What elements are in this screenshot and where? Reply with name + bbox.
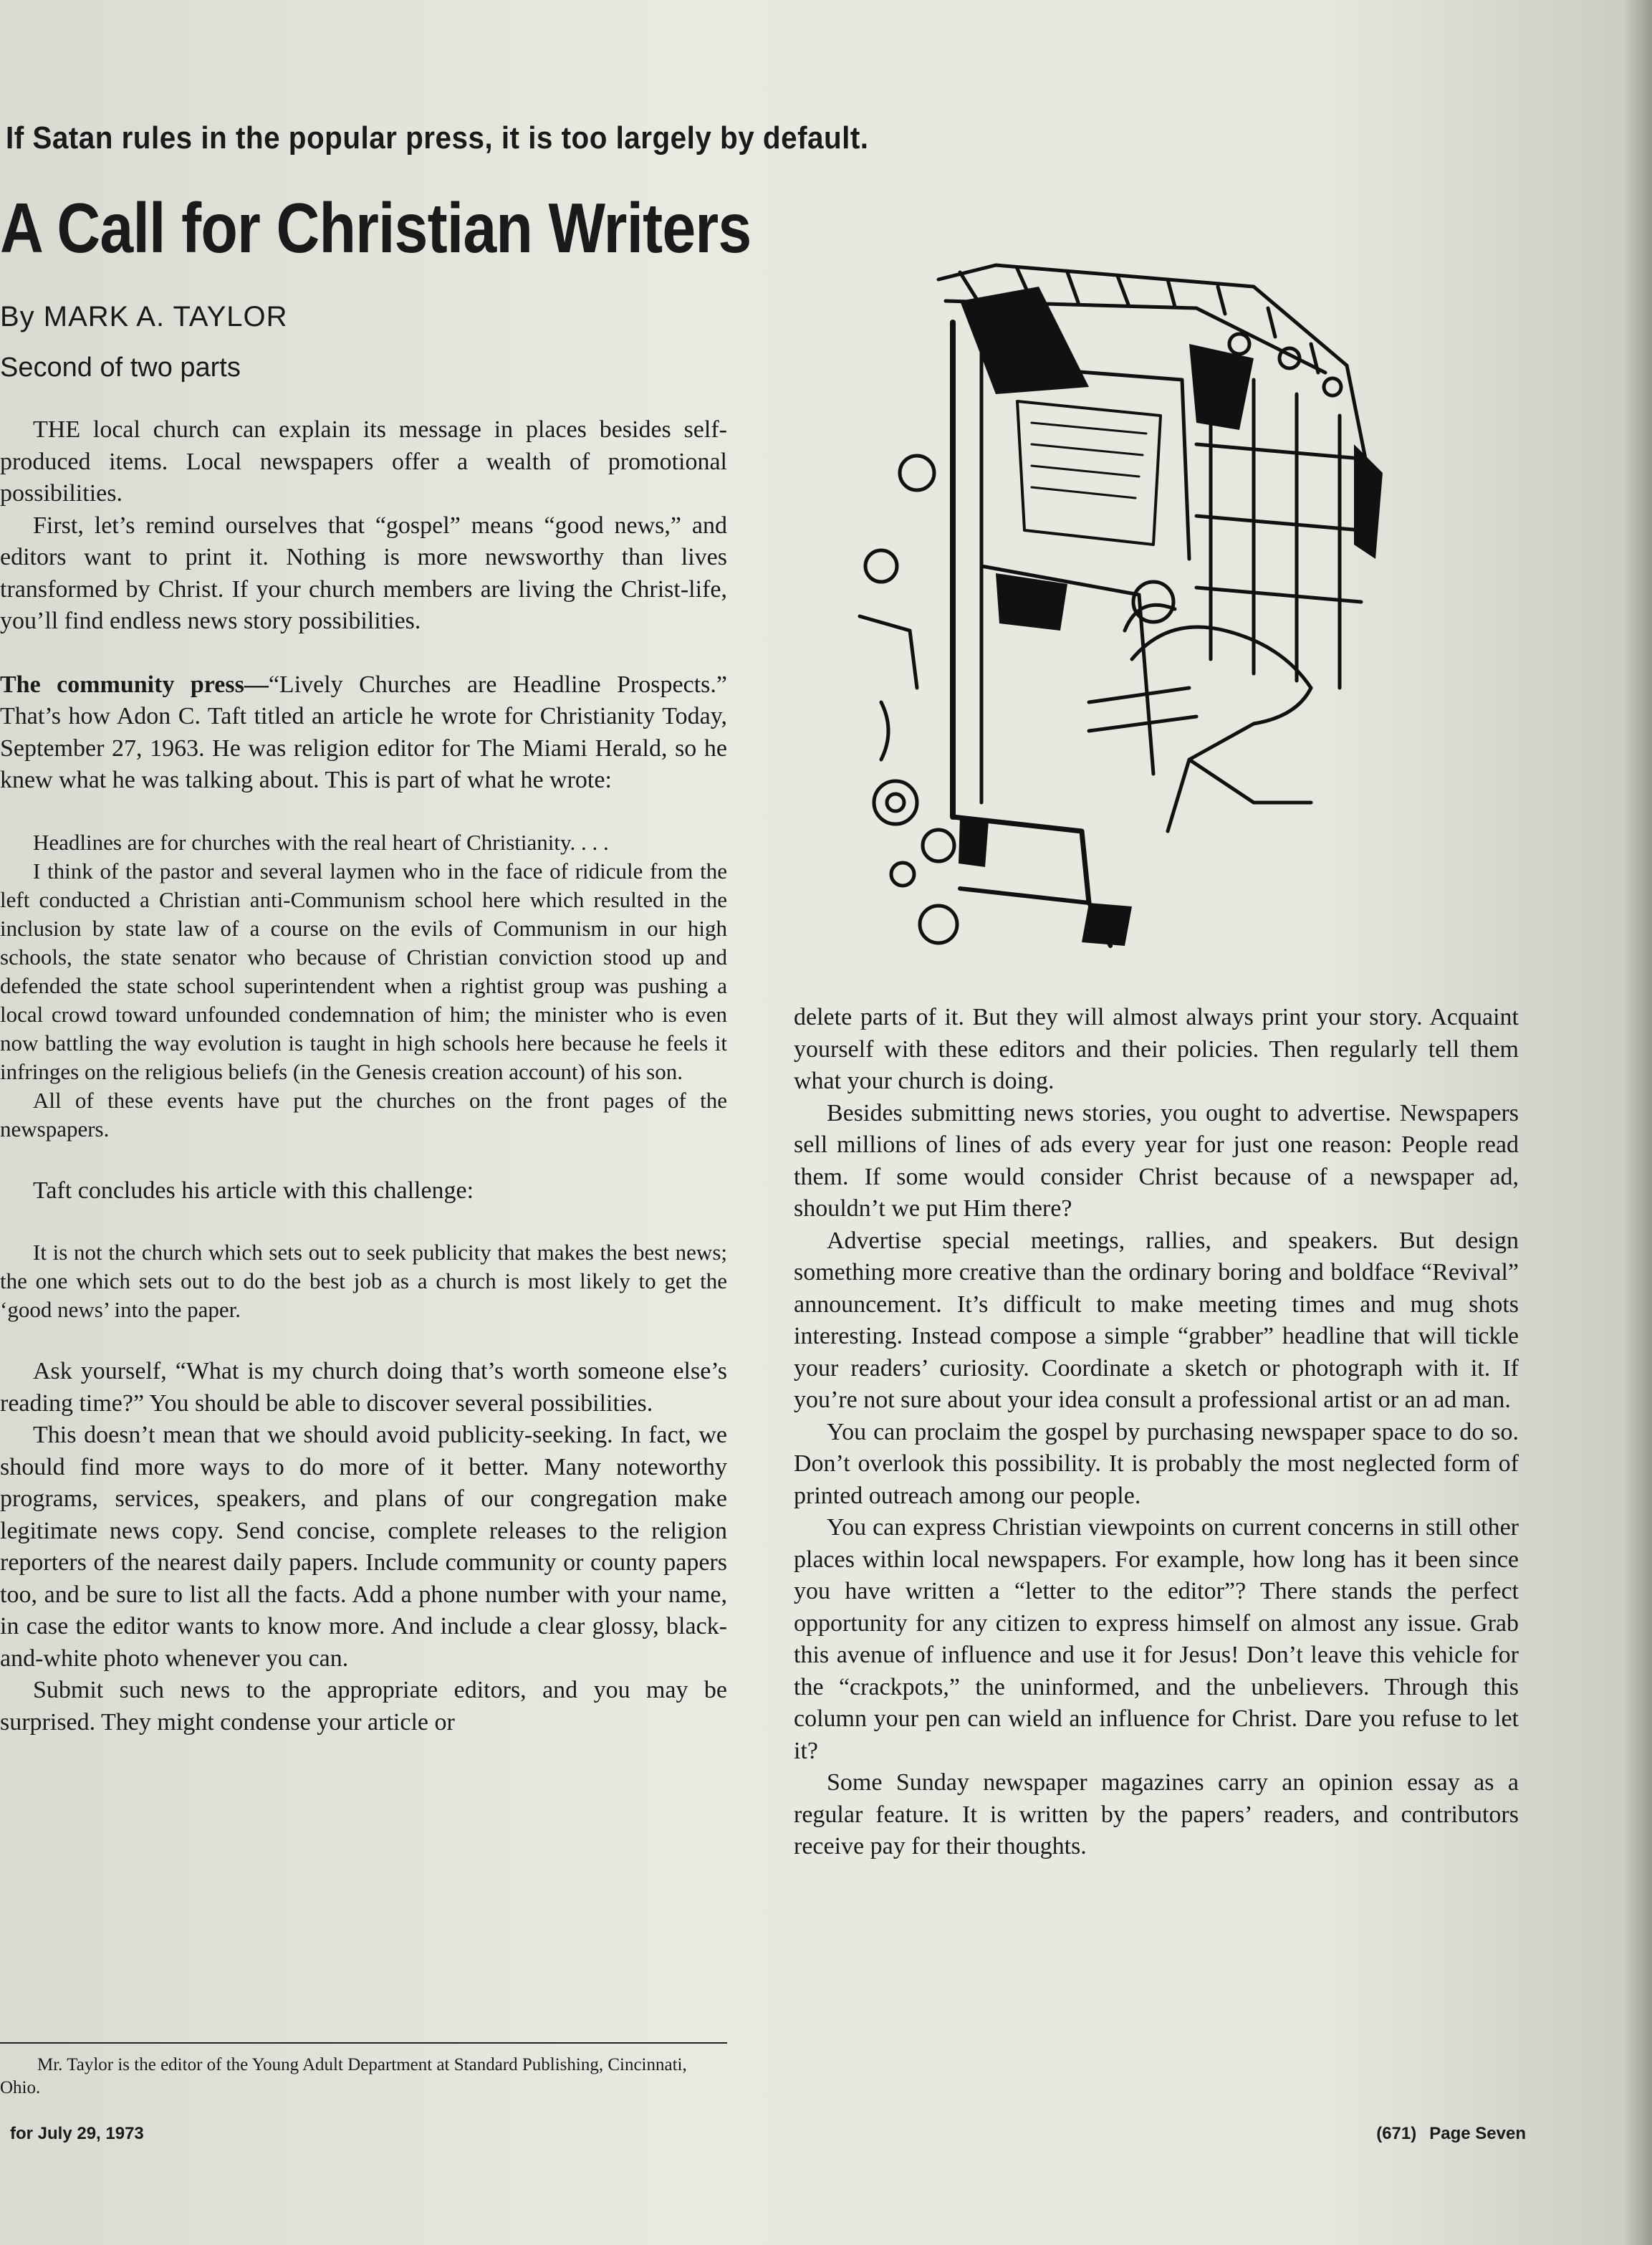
footer-issue-date: for July 29, 1973 <box>10 2124 144 2143</box>
paragraph <box>0 669 727 797</box>
quote-paragraph: Headlines are for churches with the real heart of Christianity. . . . <box>33 829 609 855</box>
paragraph: THE local church can explain its message in places besides self-produced items. Local newspapers offer a wealth of promotional possibilities. <box>0 416 727 507</box>
newspaper-press-illustration <box>853 258 1426 967</box>
paragraph: You can proclaim the gospel by purchasing newspaper space to do so. Don’t overlook this possibility. It is probably the most neglected form of printed outreach among our people. <box>794 1418 1519 1509</box>
paragraph: Ask yourself, “What is my church doing that’s worth someone else’s reading time?” You should be able to discover several possibilities. <box>0 1358 727 1417</box>
paragraph: This doesn’t mean that we should avoid publicity-seeking. In fact, we should find more ways to do more of it better. Many noteworthy programs, services, speakers, and plans of our congregation make legitimate news copy. Send concise, complete releases to the religion reporters of the nearest daily papers. Include community or county papers too, and be sure to list all the facts. Add a phone number with your name, in case the editor wants to know more. And include a clear glossy, black-and-white photo whenever you can. <box>0 1422 727 1672</box>
article-byline: By MARK A. TAYLOR <box>0 301 288 332</box>
author-footnote: Mr. Taylor is the editor of the Young Adult Department at Standard Publishing, Cincinnati, Ohio. <box>0 2042 727 2100</box>
block-quote <box>0 828 727 1144</box>
page-edge-shadow <box>1623 0 1652 2245</box>
article-title: A Call for Christian Writers <box>0 188 751 267</box>
page-label: Page Seven <box>1429 2124 1526 2143</box>
paragraph: You can express Christian viewpoints on current concerns in still other places within local newspapers. For example, how long has it been since you have written a “letter to the editor”? There stands the perfect opportunity for any citizen to express himself on almost any issue. Grab this avenue of influence and use it for Jesus! Don’t leave this vehicle for the “crackpots,” the uninformed, and the unbelievers. Through this column your pen can wield an influence for Christ. Dare you refuse to let it? <box>794 1514 1519 1764</box>
right-column <box>794 1002 1519 1863</box>
paragraph: delete parts of it. But they will almost always print your story. Acquaint yourself with these editors and their policies. Then regularly tell them what your church is doing. <box>794 1004 1519 1094</box>
quote-paragraph: I think of the pastor and several laymen who in the face of ridicule from the left conducted a Christian anti-Communism school here which resulted in the inclusion by state law of a course on the evils of Communism in our high schools, the state senator who because of Christian conviction stood up and defended the state school superintendent when a rightist group was pushing a local crowd toward unfounded condemnation of him; the minister who is even now battling the way evolution is taught in high schools here because he feels it infringes on the religious beliefs (in the Genesis creation account) of his son. <box>0 858 727 1084</box>
block-quote <box>0 1238 727 1324</box>
paragraph: Advertise special meetings, rallies, and speakers. But design something more creative than the ordinary boring and boldface “Revival” announcement. It’s difficult to make meeting times and mug shots interesting. Instead compose a simple “grabber” headline that will tickle your readers’ curiosity. Coordinate a sketch or photograph with it. If you’re not sure about your idea consult a professional artist or an ad man. <box>794 1227 1519 1413</box>
paragraph: Some Sunday newspaper magazines carry an opinion essay as a regular feature. It is written by the papers’ readers, and contributors receive pay for their thoughts. <box>794 1769 1519 1859</box>
article-kicker: If Satan rules in the popular press, it is too largely by default. <box>6 120 869 155</box>
article-part-label: Second of two parts <box>0 353 241 383</box>
paragraph: First, let’s remind ourselves that “gospel” means “good news,” and editors want to print it. Nothing is more newsworthy than lives transformed by Christ. If your church members are living the Christ-life, you’ll find endless news story possibilities. <box>0 512 727 634</box>
paragraph: Taft concludes his article with this challenge: <box>33 1177 474 1204</box>
paragraph: Besides submitting news stories, you ought to advertise. Newspapers sell millions of lines of ads every year for just one reason: People read them. If some would consider Christ because of a newspaper ad, shouldn’t we put Him there? <box>794 1099 1519 1222</box>
quote-paragraph: All of these events have put the churches on the front pages of the newspapers. <box>0 1087 727 1141</box>
quote-paragraph: It is not the church which sets out to seek publicity that makes the best news; the one which sets out to do the best job as a church is most likely to get the ‘good news’ into the paper. <box>0 1240 727 1322</box>
page-code: (671) <box>1376 2124 1417 2143</box>
section-subhead: The community press— <box>0 671 269 698</box>
footer-page-number <box>1376 2124 1526 2144</box>
left-column <box>0 414 727 1738</box>
paragraph: Submit such news to the appropriate editors, and you may be surprised. They might condense your article or <box>0 1677 727 1736</box>
paragraph-text: “Lively Churches are Headline Prospects.” That’s how Adon C. Taft titled an article he wrote for Christianity Today, September 27, 1963. He was religion editor for The Miami Herald, so he knew what he was talking about. This is part of what he wrote: <box>0 671 727 793</box>
